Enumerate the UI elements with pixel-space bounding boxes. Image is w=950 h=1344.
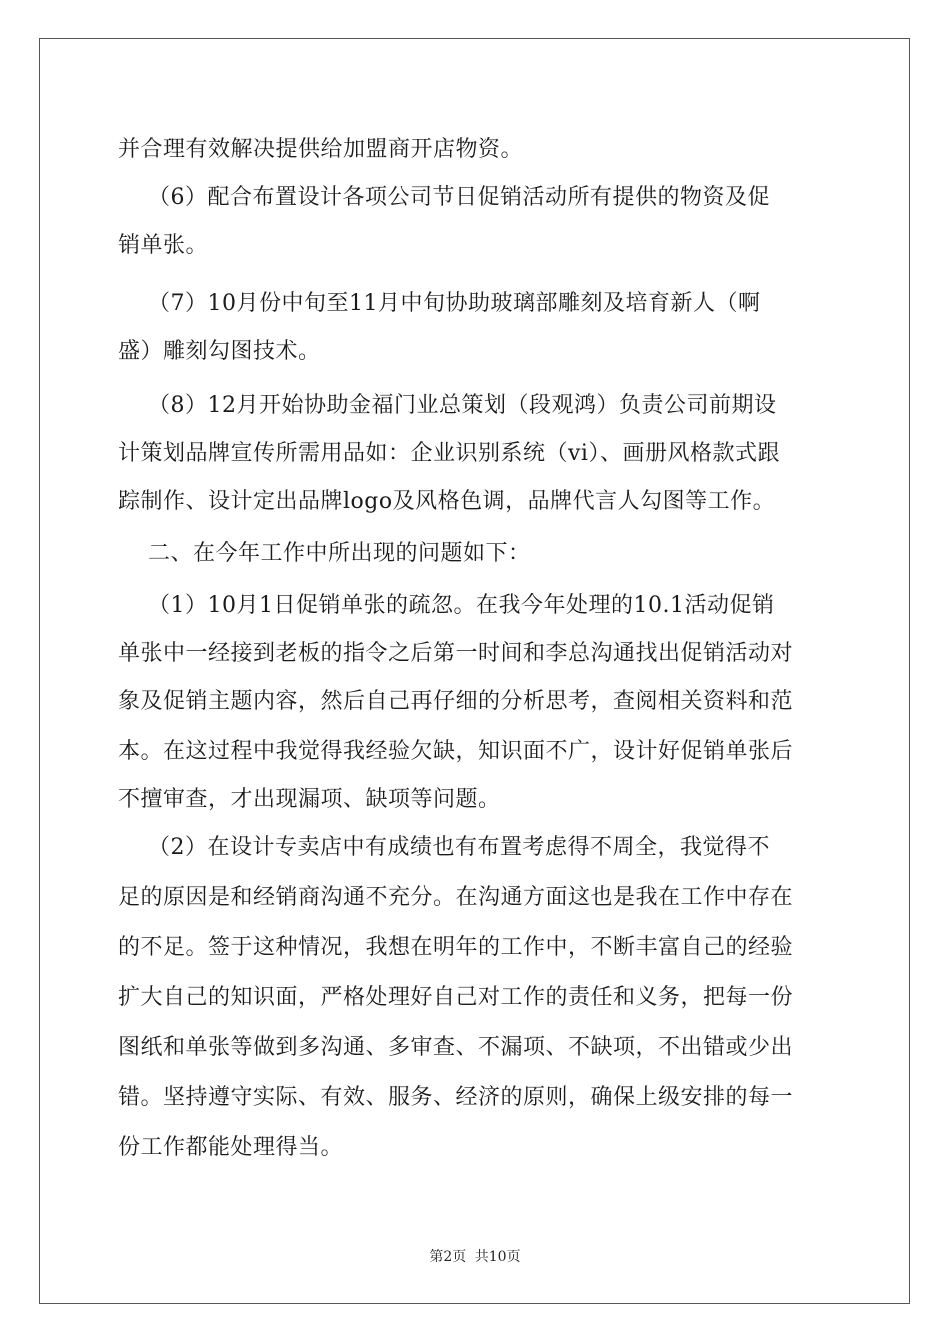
page-footer — [0, 1248, 950, 1266]
text-line: 扩大自己的知识面，严格处理好自己对工作的责任和义务，把每一份 — [118, 985, 794, 1010]
text-line: 象及促销主题内容，然后自己再仔细的分析思考，查阅相关资料和范 — [118, 689, 794, 714]
text-line: （6）配合布置设计各项公司节日促销活动所有提供的物资及促 — [118, 185, 770, 210]
text-line: 图纸和单张等做到多沟通、多审查、不漏项、不缺项，不出错或少出 — [118, 1035, 794, 1060]
text-line: 错。坚持遵守实际、有效、服务、经济的原则，确保上级安排的每一 — [118, 1085, 794, 1110]
page-border — [39, 38, 910, 1304]
text-line: （1）10月1日促销单张的疏忽。在我今年处理的10.1活动促销 — [118, 593, 775, 618]
page-total: 共10页 — [474, 1249, 521, 1265]
text-line: （7）10月份中旬至11月中旬协助玻璃部雕刻及培育新人（啊 — [118, 291, 761, 316]
text-line: 并合理有效解决提供给加盟商开店物资。 — [118, 137, 524, 162]
text-line: 份工作都能处理得当。 — [118, 1135, 344, 1160]
page-number: 第2页 — [429, 1249, 467, 1265]
text-line: 踪制作、设计定出品牌logo及风格色调，品牌代言人勾图等工作。 — [118, 489, 776, 514]
text-line: 的不足。签于这种情况，我想在明年的工作中，不断丰富自己的经验 — [118, 935, 794, 960]
text-line: 足的原因是和经销商沟通不充分。在沟通方面这也是我在工作中存在 — [118, 885, 794, 910]
section-heading: 二、在今年工作中所出现的问题如下： — [118, 541, 531, 566]
text-line: 本。在这过程中我觉得我经验欠缺，知识面不广，设计好促销单张后 — [118, 739, 794, 764]
text-line: 计策划品牌宣传所需用品如：企业识别系统（vi）、画册风格款式跟 — [118, 441, 780, 466]
text-line: 不擅审查，才出现漏项、缺项等问题。 — [118, 787, 501, 812]
text-line: （8）12月开始协助金福门业总策划（段观鸿）负责公司前期设 — [118, 393, 777, 418]
text-line: （2）在设计专卖店中有成绩也有布置考虑得不周全，我觉得不 — [118, 835, 770, 860]
text-line: 盛）雕刻勾图技术。 — [118, 339, 321, 364]
text-line: 单张中一经接到老板的指令之后第一时间和李总沟通找出促销活动对 — [118, 641, 794, 666]
text-line: 销单张。 — [118, 233, 209, 258]
